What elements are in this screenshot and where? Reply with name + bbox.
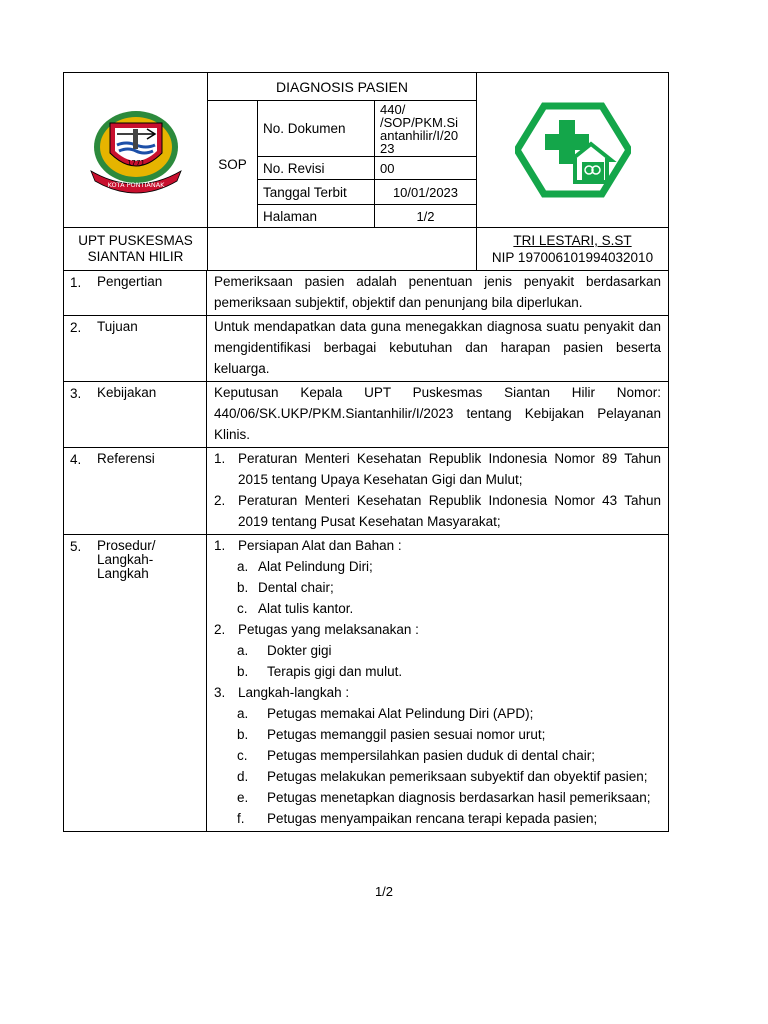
document-title: DIAGNOSIS PASIEN [208, 73, 476, 101]
step-number: 1. [214, 538, 226, 553]
section-title: Referensi [97, 451, 155, 466]
meta-row-halaman [258, 205, 476, 227]
substep-letter: a. [237, 643, 249, 658]
pontianak-emblem-logo [77, 101, 195, 199]
procedure-substep [214, 745, 661, 766]
header-center [208, 73, 477, 227]
procedure-substep [214, 577, 661, 598]
org-name-line1: UPT PUSKESMAS [78, 233, 193, 248]
substep-text: Petugas memanggil pasien sesuai nomor urut; [267, 727, 546, 742]
meta-value: 440/ /SOP/PKM.Si antanhilir/I/20 23 [380, 101, 459, 156]
meta-table [258, 101, 476, 227]
meta-label: No. Dokumen [258, 101, 375, 156]
substep-letter: b. [237, 580, 249, 595]
document-header [64, 73, 668, 228]
procedure-substep [214, 703, 661, 724]
puskesmas-logo [515, 100, 631, 200]
pontianak-emblem-cell [64, 73, 208, 227]
section-title: Pengertian [97, 274, 163, 289]
signer-name: TRI LESTARI, S.ST [513, 233, 632, 248]
section-content [207, 271, 668, 315]
emblem-ribbon-text: KOTA PONTIANAK [107, 181, 164, 189]
item-text: Peraturan Menteri Kesehatan Republik Indonesia Nomor 89 Tahun 2015 tentang Upaya Kesehatan Gigi dan Mulut; [238, 451, 661, 487]
emblem-year: 1771 [126, 159, 145, 167]
substep-text: Petugas menyampaikan rencana terapi kepada pasien; [267, 811, 598, 826]
meta-value: 00 [380, 160, 395, 176]
meta-label: Halaman [258, 205, 375, 227]
substep-text: Dental chair; [258, 580, 334, 595]
section-label [64, 382, 207, 447]
substep-text: Alat Pelindung Diri; [258, 559, 373, 574]
procedure-substep [214, 724, 661, 745]
section-title: Tujuan [97, 319, 138, 334]
meta-row-no-revisi [258, 157, 476, 180]
section-content [207, 535, 668, 831]
procedure-substep [214, 598, 661, 619]
substep-text: Petugas menetapkan diagnosis berdasarkan hasil pemeriksaan; [267, 790, 651, 805]
substep-text: Alat tulis kantor. [258, 601, 354, 616]
sop-label: SOP [208, 101, 258, 227]
procedure-substep [214, 766, 661, 787]
procedure-substep [214, 556, 661, 577]
procedure-substep [214, 661, 661, 682]
section-prosedur [64, 535, 668, 831]
meta-label: Tanggal Terbit [258, 180, 375, 204]
organization-name [64, 228, 208, 270]
section-pengertian [64, 271, 668, 316]
signer-block [477, 228, 668, 270]
org-blank [208, 228, 477, 270]
section-referensi [64, 448, 668, 535]
section-number: 3. [70, 386, 82, 401]
substep-letter: f. [237, 811, 245, 826]
section-content [207, 382, 668, 447]
procedure-substep [214, 640, 661, 661]
page-number: 1/2 [374, 884, 394, 899]
pengertian-text: Pemeriksaan pasien adalah penentuan jenis penyakit berdasarkan pemeriksaan subjektif, objektif dan penunjang bila diperlukan. [214, 274, 661, 310]
document-meta [208, 101, 476, 227]
puskesmas-logo-cell [477, 73, 668, 227]
substep-text: Petugas mempersilahkan pasien duduk di dental chair; [267, 748, 595, 763]
referensi-item [214, 448, 661, 490]
sop-document [63, 72, 669, 832]
step-number: 2. [214, 622, 226, 637]
step-number: 3. [214, 685, 226, 700]
substep-letter: a. [237, 706, 249, 721]
substep-letter: c. [237, 601, 248, 616]
section-number: 2. [70, 320, 82, 335]
procedure-step [214, 619, 661, 640]
section-content [207, 448, 668, 534]
procedure-step [214, 682, 661, 703]
section-number: 5. [70, 539, 82, 554]
step-text: Langkah-langkah : [238, 685, 350, 700]
section-label [64, 535, 207, 831]
substep-letter: a. [237, 559, 249, 574]
org-name-line2: SIANTAN HILIR [87, 249, 184, 264]
substep-letter: b. [237, 727, 249, 742]
section-label [64, 271, 207, 315]
section-number: 1. [70, 275, 82, 290]
section-kebijakan [64, 382, 668, 448]
procedure-substep [214, 808, 661, 829]
kebijakan-text: Keputusan Kepala UPT Puskesmas Siantan Hilir Nomor: 440/06/SK.UKP/PKM.Siantanhilir/I/2023 tentang Kebijakan Pelayanan Klinis. [214, 385, 661, 442]
substep-text: Petugas melakukan pemeriksaan subyektif dan obyektif pasien; [267, 769, 648, 784]
substep-letter: e. [237, 790, 249, 805]
section-label [64, 316, 207, 381]
organization-row [64, 228, 668, 271]
section-content [207, 316, 668, 381]
step-text: Petugas yang melaksanakan : [238, 622, 419, 637]
referensi-item [214, 490, 661, 532]
signer-nip: NIP 197006101994032010 [491, 250, 654, 265]
meta-row-tanggal-terbit [258, 180, 476, 205]
item-number: 2. [214, 493, 226, 508]
meta-value: 10/01/2023 [392, 184, 459, 200]
section-number: 4. [70, 452, 82, 467]
item-number: 1. [214, 451, 226, 466]
meta-value: 1/2 [416, 208, 435, 224]
procedure-step [214, 535, 661, 556]
meta-row-no-dokumen [258, 101, 476, 157]
section-label [64, 448, 207, 534]
substep-letter: d. [237, 769, 249, 784]
step-text: Persiapan Alat dan Bahan : [238, 538, 402, 553]
substep-letter: c. [237, 748, 248, 763]
substep-letter: b. [237, 664, 249, 679]
section-tujuan [64, 316, 668, 382]
section-title: Kebijakan [97, 385, 157, 400]
tujuan-text: Untuk mendapatkan data guna menegakkan diagnosa suatu penyakit dan mengidentifikasi berbagai kebutuhan dan harapan pasien beserta keluarga. [214, 319, 661, 376]
section-title: Prosedur/ Langkah- Langkah [97, 538, 156, 581]
substep-text: Terapis gigi dan mulut. [267, 664, 403, 679]
meta-label: No. Revisi [258, 157, 375, 179]
procedure-substep [214, 787, 661, 808]
substep-text: Dokter gigi [267, 643, 332, 658]
substep-text: Petugas memakai Alat Pelindung Diri (APD); [267, 706, 534, 721]
item-text: Peraturan Menteri Kesehatan Republik Indonesia Nomor 43 Tahun 2019 tentang Pusat Kesehatan Masyarakat; [238, 493, 661, 529]
